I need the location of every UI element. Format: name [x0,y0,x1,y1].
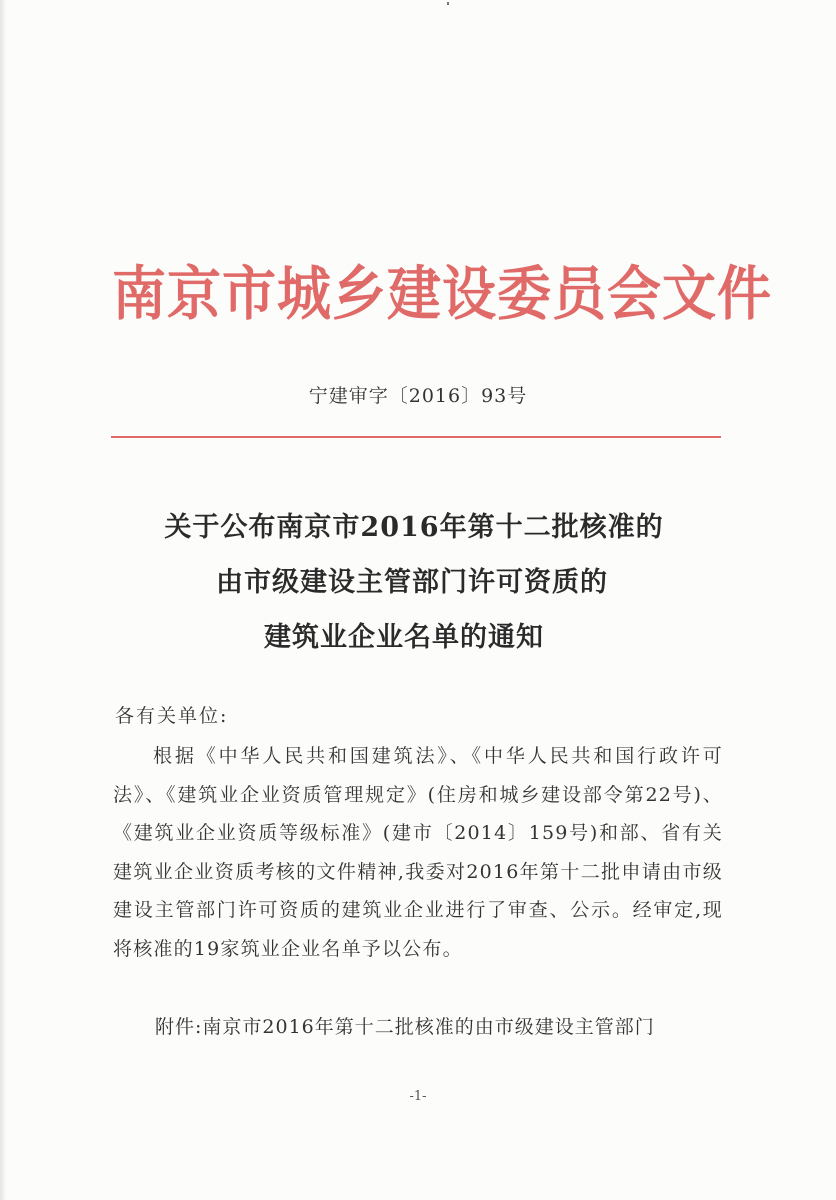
notice-title-line-2: 由市级建设主管部门许可资质的 [216,567,608,598]
salutation: 各有关单位: [115,705,229,727]
notice-title-line-3: 建筑业企业名单的通知 [264,622,544,653]
body-paragraph: 根据《中华人民共和国建筑法》、《中华人民共和国行政许可法》、《建筑业企业资质管理规定》(住房和城乡建设部令第22号)、《建筑业企业资质等级标准》(建市〔2014〕159号)和部、省有关建筑业企业资质考核的文件精神,我委对2016年第十二批申请由市级建设主管部门许可资质的建筑业企业进行了审查、公示。经审定,现将核准的19家筑业企业名单予以公布。 [113,745,723,960]
scan-speck [447,2,449,5]
document-number: 宁建审字〔2016〕93号 [308,385,528,407]
red-separator-line [111,436,721,438]
notice-title-line-1: 关于公布南京市2016年第十二批核准的 [164,512,664,543]
scan-edge [0,0,6,1200]
page-number: -1- [409,1089,427,1104]
issuing-authority-header: 南京市城乡建设委员会文件 [112,258,772,328]
attachment-line: 附件:南京市2016年第十二批核准的由市级建设主管部门 [155,1016,655,1038]
